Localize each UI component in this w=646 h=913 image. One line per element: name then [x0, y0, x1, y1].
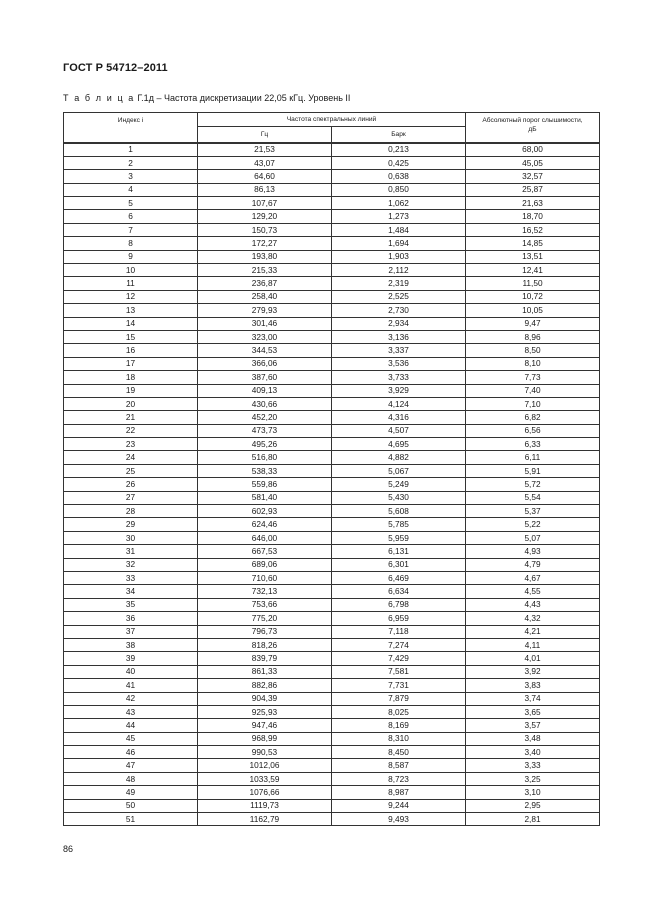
table-row — [64, 277, 600, 290]
cell-index: 17 — [64, 357, 198, 370]
cell-bark: 3,929 — [332, 384, 466, 397]
cell-threshold: 4,43 — [466, 598, 600, 611]
cell-bark: 8,310 — [332, 732, 466, 745]
cell-index: 18 — [64, 371, 198, 384]
cell-bark: 7,581 — [332, 665, 466, 678]
cell-hz: 193,80 — [198, 250, 332, 263]
cell-threshold: 7,10 — [466, 397, 600, 410]
table-row — [64, 705, 600, 718]
cell-bark: 5,430 — [332, 491, 466, 504]
cell-threshold: 68,00 — [466, 143, 600, 157]
cell-threshold: 3,48 — [466, 732, 600, 745]
cell-bark: 0,638 — [332, 170, 466, 183]
cell-hz: 495,26 — [198, 438, 332, 451]
cell-index: 20 — [64, 397, 198, 410]
cell-threshold: 32,57 — [466, 170, 600, 183]
cell-index: 44 — [64, 719, 198, 732]
cell-bark: 5,067 — [332, 464, 466, 477]
cell-hz: 882,86 — [198, 679, 332, 692]
cell-bark: 7,118 — [332, 625, 466, 638]
cell-index: 29 — [64, 518, 198, 531]
cell-index: 30 — [64, 531, 198, 544]
cell-threshold: 2,81 — [466, 813, 600, 826]
cell-bark: 6,469 — [332, 572, 466, 585]
cell-index: 21 — [64, 411, 198, 424]
cell-bark: 7,879 — [332, 692, 466, 705]
table-row — [64, 759, 600, 772]
cell-index: 7 — [64, 223, 198, 236]
cell-hz: 236,87 — [198, 277, 332, 290]
cell-bark: 8,987 — [332, 786, 466, 799]
table-row — [64, 612, 600, 625]
cell-index: 3 — [64, 170, 198, 183]
table-row — [64, 545, 600, 558]
table-row — [64, 197, 600, 210]
cell-threshold: 5,22 — [466, 518, 600, 531]
cell-threshold: 4,93 — [466, 545, 600, 558]
cell-bark: 0,850 — [332, 183, 466, 196]
cell-index: 10 — [64, 264, 198, 277]
table-row — [64, 357, 600, 370]
cell-hz: 323,00 — [198, 330, 332, 343]
cell-threshold: 3,40 — [466, 746, 600, 759]
cell-hz: 775,20 — [198, 612, 332, 625]
cell-threshold: 6,56 — [466, 424, 600, 437]
cell-index: 42 — [64, 692, 198, 705]
cell-threshold: 8,10 — [466, 357, 600, 370]
cell-bark: 8,169 — [332, 719, 466, 732]
table-row — [64, 786, 600, 799]
cell-index: 38 — [64, 638, 198, 651]
cell-threshold: 6,11 — [466, 451, 600, 464]
cell-threshold: 13,51 — [466, 250, 600, 263]
cell-threshold: 45,05 — [466, 156, 600, 169]
cell-index: 36 — [64, 612, 198, 625]
table-row — [64, 638, 600, 651]
cell-index: 5 — [64, 197, 198, 210]
table-row — [64, 330, 600, 343]
cell-hz: 21,53 — [198, 143, 332, 157]
cell-index: 12 — [64, 290, 198, 303]
cell-index: 24 — [64, 451, 198, 464]
cell-hz: 258,40 — [198, 290, 332, 303]
table-row — [64, 692, 600, 705]
table-row — [64, 558, 600, 571]
cell-threshold: 5,72 — [466, 478, 600, 491]
cell-index: 22 — [64, 424, 198, 437]
cell-hz: 559,86 — [198, 478, 332, 491]
cell-index: 26 — [64, 478, 198, 491]
table-row — [64, 478, 600, 491]
cell-bark: 7,274 — [332, 638, 466, 651]
cell-hz: 301,46 — [198, 317, 332, 330]
cell-threshold: 3,83 — [466, 679, 600, 692]
document-header: ГОСТ Р 54712–2011 — [63, 62, 168, 74]
cell-index: 34 — [64, 585, 198, 598]
table-row — [64, 451, 600, 464]
column-header-hz: Гц — [198, 127, 332, 143]
cell-hz: 279,93 — [198, 304, 332, 317]
cell-hz: 646,00 — [198, 531, 332, 544]
cell-bark: 4,124 — [332, 397, 466, 410]
cell-hz: 107,67 — [198, 197, 332, 210]
cell-hz: 215,33 — [198, 264, 332, 277]
cell-threshold: 10,72 — [466, 290, 600, 303]
cell-hz: 689,06 — [198, 558, 332, 571]
page-number: 86 — [63, 844, 74, 854]
cell-threshold: 5,54 — [466, 491, 600, 504]
cell-threshold: 9,47 — [466, 317, 600, 330]
table-row — [64, 572, 600, 585]
table-row — [64, 518, 600, 531]
cell-bark: 1,273 — [332, 210, 466, 223]
cell-threshold: 3,10 — [466, 786, 600, 799]
cell-index: 28 — [64, 505, 198, 518]
cell-hz: 172,27 — [198, 237, 332, 250]
cell-hz: 150,73 — [198, 223, 332, 236]
cell-hz: 366,06 — [198, 357, 332, 370]
table-row — [64, 304, 600, 317]
cell-hz: 732,13 — [198, 585, 332, 598]
table-row — [64, 813, 600, 826]
table-row — [64, 143, 600, 157]
cell-index: 11 — [64, 277, 198, 290]
table-row — [64, 317, 600, 330]
table-row — [64, 344, 600, 357]
cell-hz: 1162,79 — [198, 813, 332, 826]
cell-hz: 667,53 — [198, 545, 332, 558]
cell-hz: 1033,59 — [198, 772, 332, 785]
table-row — [64, 183, 600, 196]
table-row — [64, 223, 600, 236]
cell-hz: 43,07 — [198, 156, 332, 169]
table-row — [64, 170, 600, 183]
cell-threshold: 3,33 — [466, 759, 600, 772]
table-row — [64, 411, 600, 424]
cell-bark: 2,525 — [332, 290, 466, 303]
cell-hz: 818,26 — [198, 638, 332, 651]
table-row — [64, 665, 600, 678]
cell-hz: 796,73 — [198, 625, 332, 638]
cell-index: 51 — [64, 813, 198, 826]
cell-index: 4 — [64, 183, 198, 196]
table-caption-label: Т а б л и ц а — [63, 93, 135, 103]
cell-index: 25 — [64, 464, 198, 477]
cell-index: 2 — [64, 156, 198, 169]
table-head — [64, 113, 600, 143]
cell-index: 23 — [64, 438, 198, 451]
cell-bark: 3,536 — [332, 357, 466, 370]
table-row — [64, 384, 600, 397]
cell-hz: 1012,06 — [198, 759, 332, 772]
cell-bark: 6,798 — [332, 598, 466, 611]
cell-bark: 5,785 — [332, 518, 466, 531]
cell-index: 33 — [64, 572, 198, 585]
cell-hz: 452,20 — [198, 411, 332, 424]
cell-threshold: 4,32 — [466, 612, 600, 625]
table-caption — [63, 93, 350, 103]
cell-index: 39 — [64, 652, 198, 665]
cell-bark: 1,062 — [332, 197, 466, 210]
cell-bark: 5,608 — [332, 505, 466, 518]
cell-bark: 9,244 — [332, 799, 466, 812]
cell-threshold: 3,57 — [466, 719, 600, 732]
cell-threshold: 2,95 — [466, 799, 600, 812]
cell-hz: 904,39 — [198, 692, 332, 705]
cell-threshold: 5,91 — [466, 464, 600, 477]
cell-threshold: 3,25 — [466, 772, 600, 785]
table-row — [64, 679, 600, 692]
cell-threshold: 25,87 — [466, 183, 600, 196]
table-row — [64, 438, 600, 451]
cell-index: 14 — [64, 317, 198, 330]
cell-index: 27 — [64, 491, 198, 504]
cell-index: 45 — [64, 732, 198, 745]
cell-threshold: 8,50 — [466, 344, 600, 357]
cell-bark: 9,493 — [332, 813, 466, 826]
cell-index: 47 — [64, 759, 198, 772]
cell-hz: 839,79 — [198, 652, 332, 665]
cell-threshold: 16,52 — [466, 223, 600, 236]
cell-index: 50 — [64, 799, 198, 812]
table-row — [64, 156, 600, 169]
cell-threshold: 5,37 — [466, 505, 600, 518]
cell-hz: 710,60 — [198, 572, 332, 585]
cell-index: 15 — [64, 330, 198, 343]
cell-bark: 0,425 — [332, 156, 466, 169]
cell-hz: 86,13 — [198, 183, 332, 196]
table-row — [64, 290, 600, 303]
cell-bark: 6,131 — [332, 545, 466, 558]
table-body — [64, 143, 600, 826]
cell-hz: 1076,66 — [198, 786, 332, 799]
cell-threshold: 11,50 — [466, 277, 600, 290]
cell-bark: 2,730 — [332, 304, 466, 317]
cell-hz: 990,53 — [198, 746, 332, 759]
cell-threshold: 3,92 — [466, 665, 600, 678]
table-row — [64, 598, 600, 611]
column-header-bark: Барк — [332, 127, 466, 143]
cell-index: 48 — [64, 772, 198, 785]
cell-hz: 1119,73 — [198, 799, 332, 812]
table-row — [64, 732, 600, 745]
cell-threshold: 10,05 — [466, 304, 600, 317]
cell-threshold: 14,85 — [466, 237, 600, 250]
table-row — [64, 505, 600, 518]
cell-threshold: 7,40 — [466, 384, 600, 397]
cell-hz: 602,93 — [198, 505, 332, 518]
cell-hz: 473,73 — [198, 424, 332, 437]
cell-threshold: 4,11 — [466, 638, 600, 651]
cell-bark: 4,882 — [332, 451, 466, 464]
table-row — [64, 371, 600, 384]
table-row — [64, 585, 600, 598]
cell-bark: 8,587 — [332, 759, 466, 772]
cell-bark: 2,934 — [332, 317, 466, 330]
cell-index: 35 — [64, 598, 198, 611]
table-row — [64, 250, 600, 263]
cell-threshold: 18,70 — [466, 210, 600, 223]
cell-index: 16 — [64, 344, 198, 357]
table-row — [64, 625, 600, 638]
cell-threshold: 3,65 — [466, 705, 600, 718]
cell-hz: 753,66 — [198, 598, 332, 611]
cell-hz: 947,46 — [198, 719, 332, 732]
cell-index: 46 — [64, 746, 198, 759]
cell-hz: 516,80 — [198, 451, 332, 464]
table-row — [64, 772, 600, 785]
cell-threshold: 4,01 — [466, 652, 600, 665]
table-row — [64, 210, 600, 223]
cell-bark: 8,450 — [332, 746, 466, 759]
cell-index: 9 — [64, 250, 198, 263]
table-row — [64, 464, 600, 477]
cell-bark: 8,723 — [332, 772, 466, 785]
cell-threshold: 6,33 — [466, 438, 600, 451]
cell-bark: 2,319 — [332, 277, 466, 290]
cell-index: 40 — [64, 665, 198, 678]
cell-threshold: 12,41 — [466, 264, 600, 277]
cell-threshold: 4,67 — [466, 572, 600, 585]
cell-hz: 387,60 — [198, 371, 332, 384]
table-row — [64, 264, 600, 277]
cell-threshold: 4,55 — [466, 585, 600, 598]
cell-bark: 6,959 — [332, 612, 466, 625]
cell-bark: 1,903 — [332, 250, 466, 263]
cell-index: 43 — [64, 705, 198, 718]
cell-bark: 3,136 — [332, 330, 466, 343]
cell-bark: 5,959 — [332, 531, 466, 544]
table-row — [64, 491, 600, 504]
table-caption-title: Г.1д – Частота дискретизации 22,05 кГц. Уровень II — [134, 93, 351, 103]
cell-hz: 409,13 — [198, 384, 332, 397]
cell-hz: 64,60 — [198, 170, 332, 183]
cell-index: 49 — [64, 786, 198, 799]
cell-hz: 344,53 — [198, 344, 332, 357]
cell-index: 1 — [64, 143, 198, 157]
cell-bark: 4,507 — [332, 424, 466, 437]
cell-threshold: 4,79 — [466, 558, 600, 571]
cell-bark: 5,249 — [332, 478, 466, 491]
cell-threshold: 6,82 — [466, 411, 600, 424]
cell-threshold: 21,63 — [466, 197, 600, 210]
cell-bark: 3,733 — [332, 371, 466, 384]
cell-index: 6 — [64, 210, 198, 223]
cell-hz: 925,93 — [198, 705, 332, 718]
cell-bark: 0,213 — [332, 143, 466, 157]
cell-hz: 581,40 — [198, 491, 332, 504]
cell-threshold: 7,73 — [466, 371, 600, 384]
cell-hz: 430,66 — [198, 397, 332, 410]
table-row — [64, 531, 600, 544]
cell-threshold: 3,74 — [466, 692, 600, 705]
column-header-frequency-group: Частота спектральных линий — [198, 113, 466, 127]
column-header-threshold: Абсолютный порог слышимости, дБ — [466, 113, 600, 143]
cell-bark: 4,695 — [332, 438, 466, 451]
cell-bark: 8,025 — [332, 705, 466, 718]
cell-bark: 6,634 — [332, 585, 466, 598]
cell-index: 37 — [64, 625, 198, 638]
cell-bark: 6,301 — [332, 558, 466, 571]
table-row — [64, 397, 600, 410]
table-row — [64, 424, 600, 437]
cell-threshold: 8,96 — [466, 330, 600, 343]
column-header-index: Индекс i — [64, 113, 198, 143]
cell-threshold: 5,07 — [466, 531, 600, 544]
table-row — [64, 746, 600, 759]
cell-bark: 3,337 — [332, 344, 466, 357]
cell-hz: 861,33 — [198, 665, 332, 678]
cell-index: 41 — [64, 679, 198, 692]
cell-bark: 4,316 — [332, 411, 466, 424]
cell-threshold: 4,21 — [466, 625, 600, 638]
cell-hz: 538,33 — [198, 464, 332, 477]
data-table — [63, 112, 600, 826]
cell-index: 13 — [64, 304, 198, 317]
cell-bark: 2,112 — [332, 264, 466, 277]
cell-bark: 7,429 — [332, 652, 466, 665]
cell-bark: 1,694 — [332, 237, 466, 250]
table-row — [64, 652, 600, 665]
cell-hz: 129,20 — [198, 210, 332, 223]
cell-index: 31 — [64, 545, 198, 558]
cell-index: 19 — [64, 384, 198, 397]
cell-index: 32 — [64, 558, 198, 571]
cell-hz: 968,99 — [198, 732, 332, 745]
table-row — [64, 719, 600, 732]
cell-bark: 7,731 — [332, 679, 466, 692]
cell-index: 8 — [64, 237, 198, 250]
cell-hz: 624,46 — [198, 518, 332, 531]
cell-bark: 1,484 — [332, 223, 466, 236]
table-row — [64, 799, 600, 812]
table-row — [64, 237, 600, 250]
